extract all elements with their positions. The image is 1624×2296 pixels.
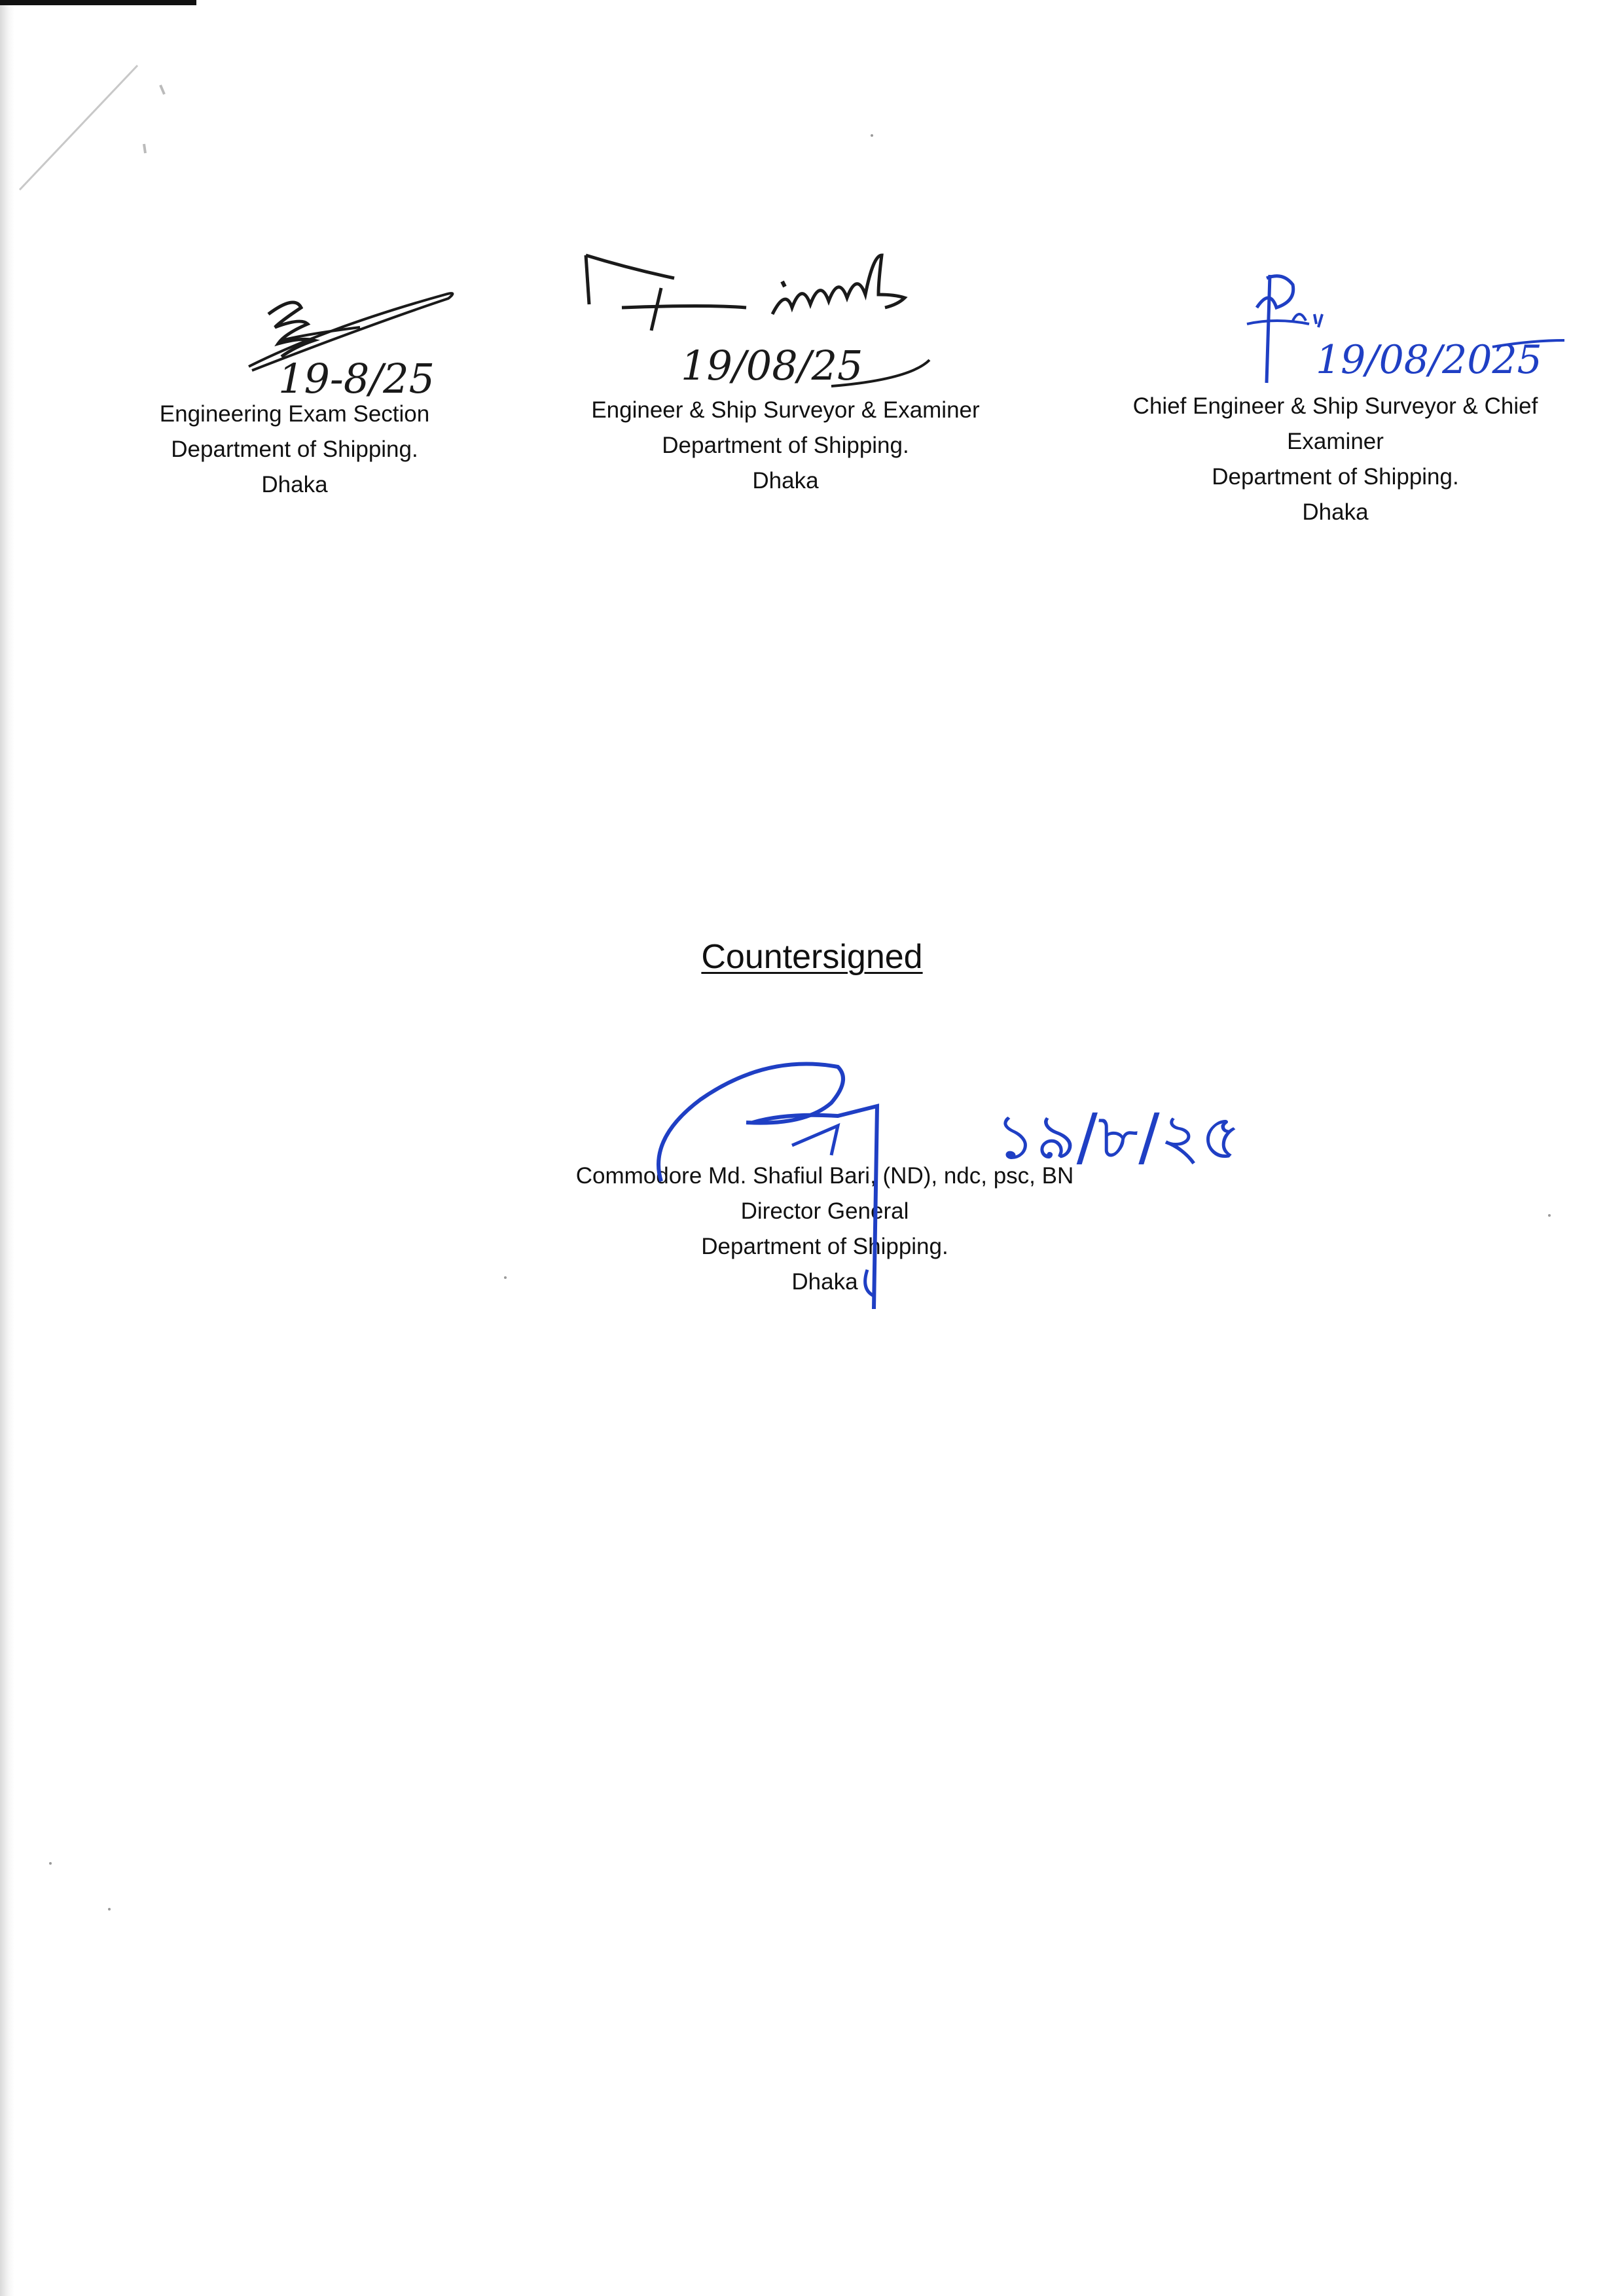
scan-speck <box>871 134 873 137</box>
signatory-1-department: Department of Shipping. <box>171 437 418 462</box>
countersigned-heading-text: Countersigned <box>701 938 923 976</box>
signatory-1-title: Engineering Exam Section <box>159 401 430 427</box>
scan-corner-mark <box>0 0 196 5</box>
signatory-3-title-cont: Examiner <box>1287 429 1384 454</box>
signatory-2-department: Department of Shipping. <box>662 433 909 458</box>
signatory-block-3 <box>1087 389 1584 530</box>
scan-speck <box>1548 1214 1551 1217</box>
signatory-block-2 <box>537 393 1034 499</box>
director-general-name: Commodore Md. Shafiul Bari, (ND), ndc, psc, BN <box>575 1163 1074 1189</box>
scan-speck <box>108 1908 111 1910</box>
scan-speck <box>49 1862 52 1865</box>
handwritten-date-3 <box>1309 321 1584 393</box>
date-text-countersigned: ১৯/৮/২৫ <box>995 1100 1242 1174</box>
date-text-1: 19-8/25 <box>278 355 435 403</box>
signatory-1-city: Dhaka <box>261 472 328 497</box>
signatory-block-1 <box>92 397 497 503</box>
date-text-3: 19/08/2025 <box>1316 337 1542 383</box>
handwritten-date-countersigned <box>988 1073 1329 1204</box>
scan-artifact <box>13 39 183 196</box>
signatory-2-title: Engineer & Ship Surveyor & Examiner <box>591 397 980 423</box>
signature-director-general <box>641 1041 1021 1316</box>
countersigned-heading <box>0 936 1624 978</box>
director-general-department: Department of Shipping. <box>701 1234 948 1259</box>
scan-shadow-edge <box>0 0 14 2296</box>
signatory-3-title: Chief Engineer & Ship Surveyor & Chief <box>1132 393 1538 419</box>
signatory-2-city: Dhaka <box>752 468 819 493</box>
handwritten-date-2 <box>674 327 962 399</box>
director-general-city: Dhaka <box>791 1269 858 1295</box>
signatory-3-city: Dhaka <box>1302 499 1369 525</box>
director-general-title: Director General <box>740 1198 909 1224</box>
date-text-2: 19/08/25 <box>681 342 863 389</box>
signatory-3-department: Department of Shipping. <box>1212 464 1459 490</box>
